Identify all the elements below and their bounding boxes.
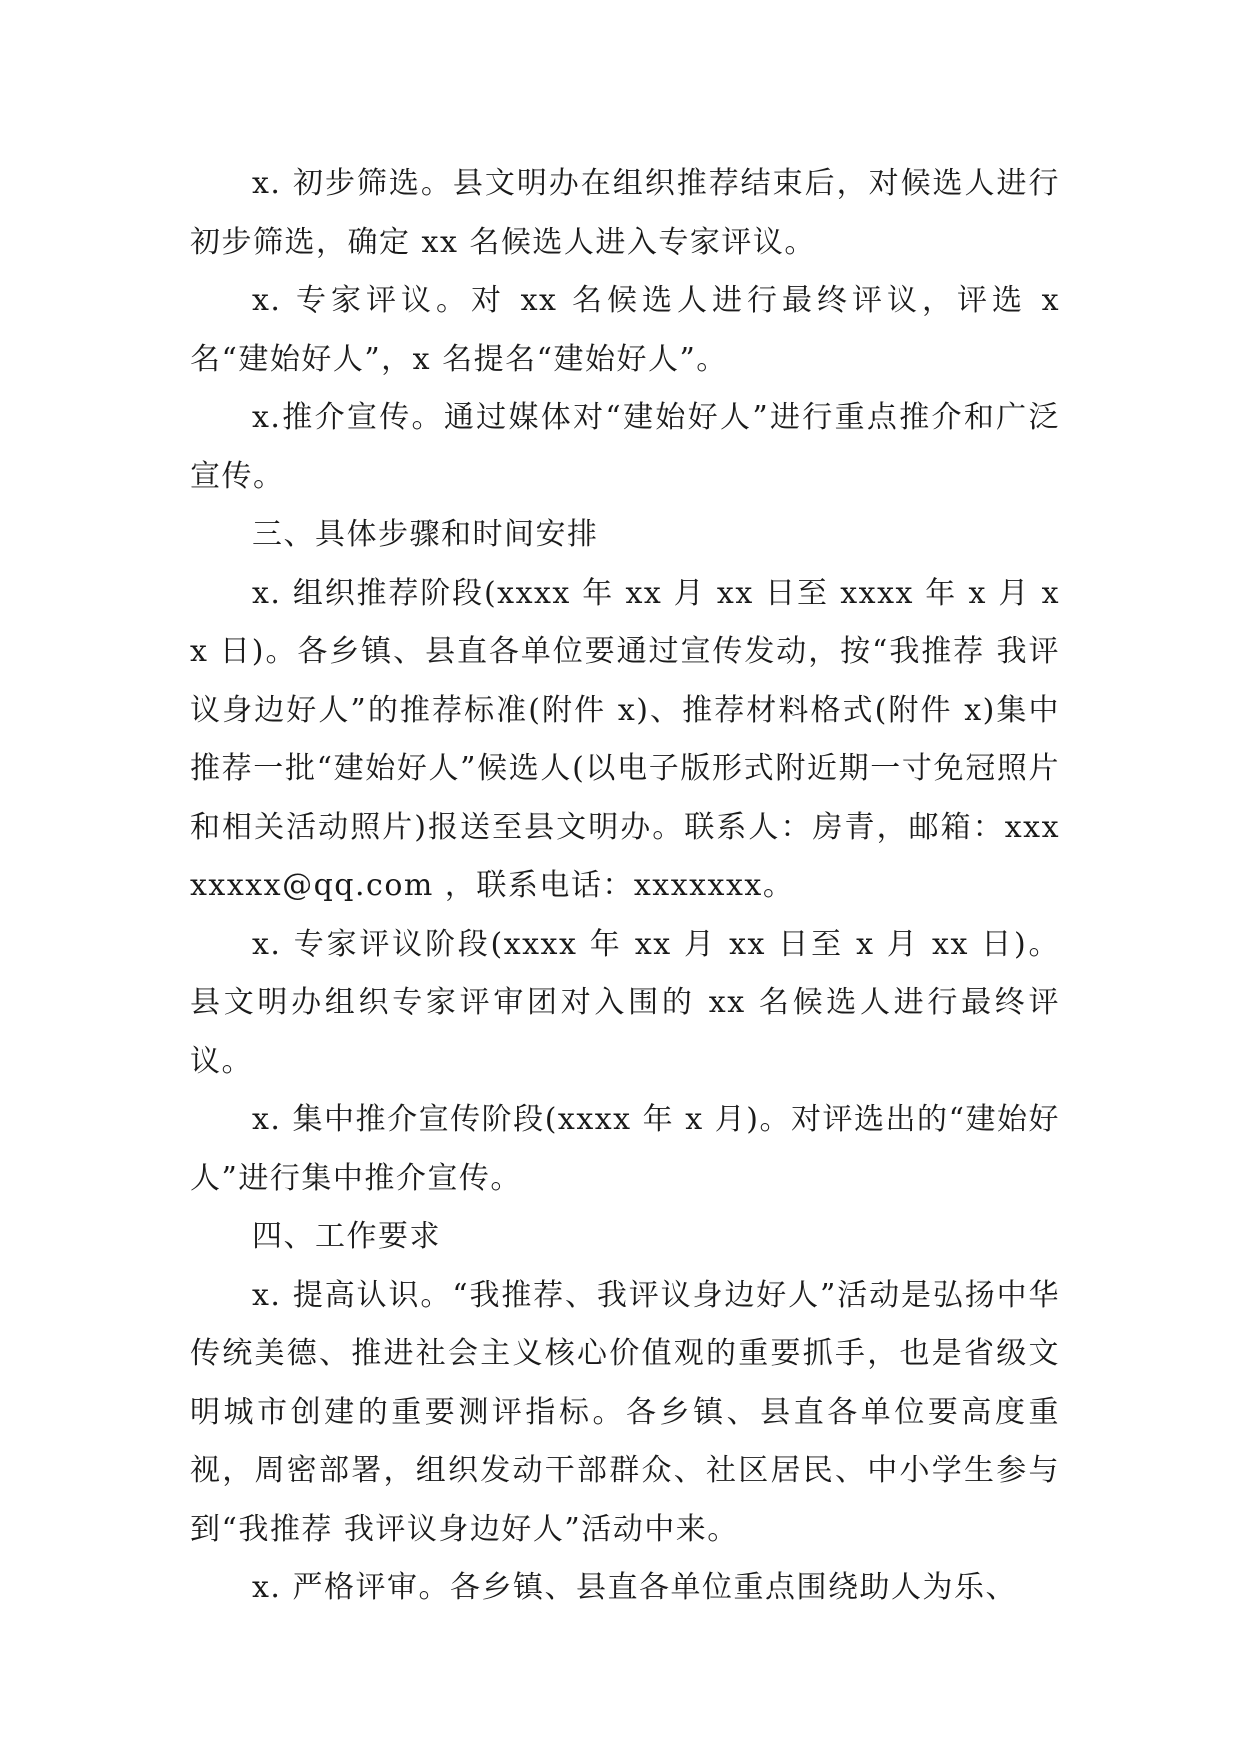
paragraph-preliminary-screening: x. 初步筛选。县文明办在组织推荐结束后，对候选人进行初步筛选，确定 xx 名候选人进入专家评议。 [190,166,1060,260]
section-heading-steps-schedule: 三、具体步骤和时间安排 [252,517,599,552]
paragraph-recommendation-stage: x. 组织推荐阶段(xxxx 年 xx 月 xx 日至 xxxx 年 x 月 xx 日)。各乡镇、县直各单位要通过宣传发动，按“我推荐 我评议身边好人”的推荐标准(附件 x)、推荐材料格式(附件 x)集中推荐一批“建始好人”候选人(以电子版形式附近期一寸免冠照片和相关活动照片)报送至县文明办。联系人：房青，邮箱：xxxxxxxx@qq.com ，联系电话：xxxxxxx。 [190,575,1060,903]
paragraph-promotion: x.推介宣传。通过媒体对“建始好人”进行重点推介和广泛宣传。 [190,400,1060,494]
paragraph-expert-review-stage: x. 专家评议阶段(xxxx 年 xx 月 xx 日至 x 月 xx 日)。县文明办组织专家评审团对入围的 xx 名候选人进行最终评议。 [190,926,1060,1079]
paragraph-strict-review: x. 严格评审。各乡镇、县直各单位重点围绕助人为乐、 [252,1570,1017,1605]
section-heading-work-requirements: 四、工作要求 [252,1219,441,1254]
paragraph-promotion-stage: x. 集中推介宣传阶段(xxxx 年 x 月)。对评选出的“建始好人”进行集中推介宣传。 [190,1102,1060,1196]
paragraph-raise-awareness: x. 提高认识。“我推荐、我评议身边好人”活动是弘扬中华传统美德、推进社会主义核心价值观的重要抓手，也是省级文明城市创建的重要测评指标。各乡镇、县直各单位要高度重视，周密部署，组织发动干部群众、社区居民、中小学生参与到“我推荐 我评议身边好人”活动中来。 [190,1277,1060,1547]
paragraph-expert-review: x. 专家评议。对 xx 名候选人进行最终评议，评选 x 名“建始好人”，x 名提名“建始好人”。 [190,283,1060,377]
document-body [190,155,1060,1618]
